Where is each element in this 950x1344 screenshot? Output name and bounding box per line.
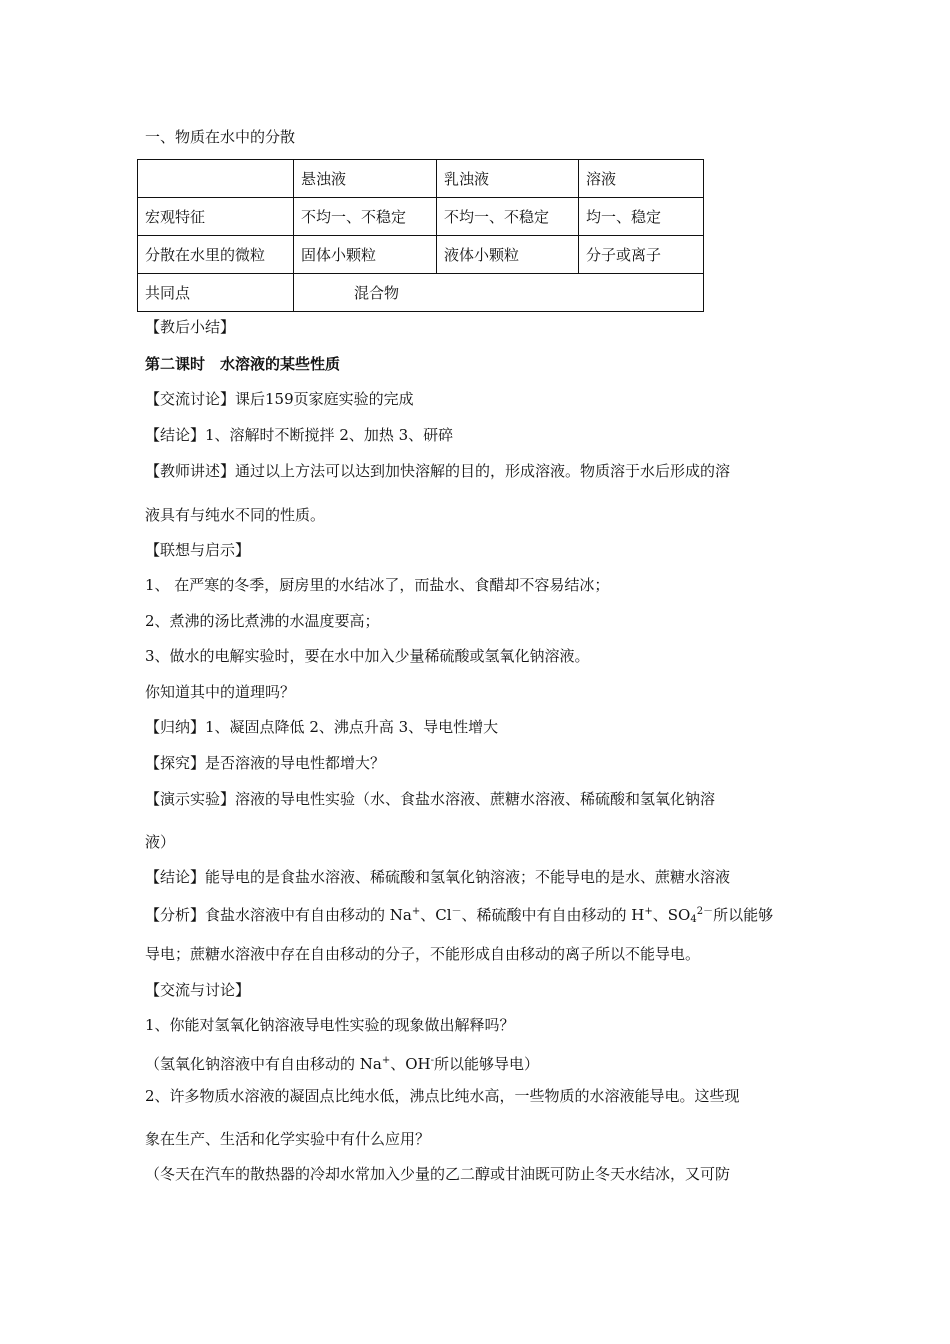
- table-header-cell: [138, 160, 294, 198]
- superscript: +: [411, 906, 421, 917]
- subscript: 4: [690, 914, 697, 925]
- answer-text: （氢氧化钠溶液中有自由移动的 Na: [145, 1055, 382, 1073]
- conclusion-line: 【结论】1、溶解时不断搅拌 2、加热 3、研碎: [145, 426, 454, 444]
- analysis-text: 、Cl: [420, 906, 452, 924]
- dispersion-table: [137, 159, 704, 312]
- answer-text: 所以能够导电）: [434, 1055, 540, 1073]
- list-item: 3、做水的电解实验时，要在水中加入少量稀硫酸或氢氧化钠溶液。: [145, 647, 590, 665]
- table-cell: 液体小颗粒: [437, 236, 579, 274]
- teacher-explanation-line: 【教师讲述】通过以上方法可以达到加快溶解的目的，形成溶液。物质溶于水后形成的溶: [145, 462, 731, 480]
- superscript: 2－: [696, 906, 714, 917]
- table-header-cell: 悬浊液: [294, 160, 437, 198]
- table-cell-merged: 混合物: [294, 274, 704, 312]
- induction-line: 【归纳】1、凝固点降低 2、沸点升高 3、导电性增大: [145, 718, 499, 736]
- table-cell: 共同点: [138, 274, 294, 312]
- analysis-text: 、SO: [652, 906, 691, 924]
- list-item: 1、 在严寒的冬季，厨房里的水结冰了，而盐水、食醋却不容易结冰；: [145, 576, 610, 594]
- teacher-explanation-continued: 液具有与纯水不同的性质。: [145, 506, 326, 524]
- table-cell: 分散在水里的微粒: [138, 236, 294, 274]
- exchange-answer: [145, 1051, 539, 1074]
- table-header-cell: 乳浊液: [437, 160, 579, 198]
- table-cell: 均一、稳定: [579, 198, 704, 236]
- exchange-answer: （冬天在汽车的散热器的冷却水常加入少量的乙二醇或甘油既可防止冬天水结冰，又可防: [145, 1165, 731, 1183]
- analysis-text: 、稀硫酸中有自由移动的 H: [461, 906, 645, 924]
- discussion-line: 【交流讨论】课后159页家庭实验的完成: [145, 390, 414, 408]
- conclusion-line: 【结论】能导电的是食盐水溶液、稀硫酸和氢氧化钠溶液；不能导电的是水、蔗糖水溶液: [145, 868, 731, 886]
- analysis-text: 所以能够: [713, 906, 774, 924]
- answer-text: 、OH: [390, 1055, 431, 1073]
- superscript: +: [644, 906, 653, 917]
- table-row: [138, 198, 704, 236]
- table-cell: 分子或离子: [579, 236, 704, 274]
- exchange-heading: 【交流与讨论】: [145, 981, 251, 999]
- association-heading: 【联想与启示】: [145, 541, 251, 559]
- analysis-continued: 导电；蔗糖水溶液中存在自由移动的分子，不能形成自由移动的离子所以不能导电。: [145, 945, 701, 963]
- exchange-question: 1、你能对氢氧化钠溶液导电性实验的现象做出解释吗？: [145, 1016, 515, 1034]
- table-row: [138, 236, 704, 274]
- table-cell: 不均一、不稳定: [294, 198, 437, 236]
- table-cell: 宏观特征: [138, 198, 294, 236]
- analysis-text: 【分析】食盐水溶液中有自由移动的 Na: [145, 906, 412, 924]
- table-header-cell: 溶液: [579, 160, 704, 198]
- list-item: 2、煮沸的汤比煮沸的水温度要高；: [145, 612, 380, 630]
- after-class-summary-heading: 【教后小结】: [145, 318, 236, 336]
- superscript: -: [430, 1055, 435, 1066]
- superscript: －: [451, 906, 462, 917]
- exchange-question-continued: 象在生产、生活和化学实验中有什么应用？: [145, 1130, 431, 1148]
- section-title: 一、物质在水中的分散: [145, 128, 296, 146]
- table-row: [138, 274, 704, 312]
- table-cell: 固体小颗粒: [294, 236, 437, 274]
- analysis-line: [145, 902, 773, 930]
- demo-experiment-line: 【演示实验】溶液的导电性实验（水、食盐水溶液、蔗糖水溶液、稀硫酸和氢氧化钠溶: [145, 790, 716, 808]
- exchange-question: 2、许多物质水溶液的凝固点比纯水低，沸点比纯水高，一些物质的水溶液能导电。这些现: [145, 1087, 740, 1105]
- question-line: 你知道其中的道理吗？: [145, 683, 296, 701]
- superscript: +: [381, 1055, 391, 1066]
- lesson-two-title: 第二课时 水溶液的某些性质: [145, 355, 341, 373]
- demo-experiment-continued: 液）: [145, 833, 176, 851]
- table-cell: 不均一、不稳定: [437, 198, 579, 236]
- table-header-row: [138, 160, 704, 198]
- explore-line: 【探究】是否溶液的导电性都增大？: [145, 754, 386, 772]
